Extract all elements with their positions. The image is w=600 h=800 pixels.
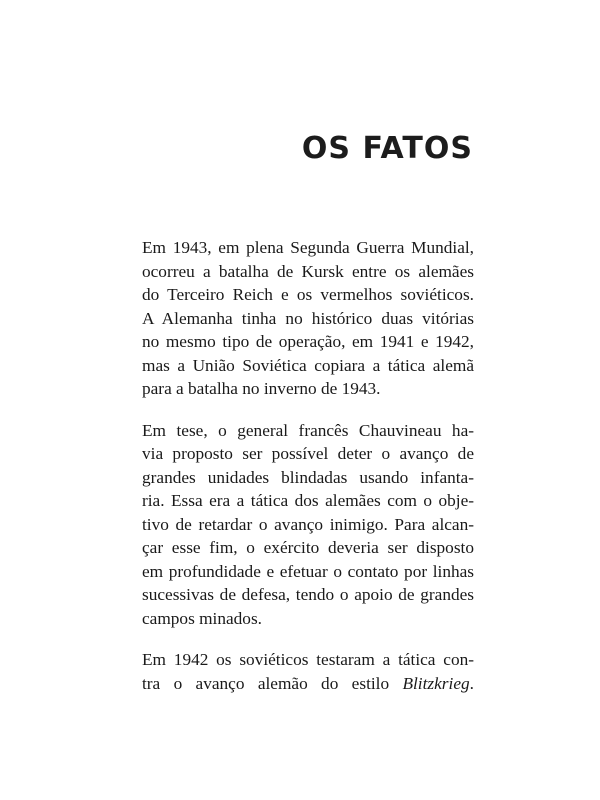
text-line: do Terceiro Reich e os vermelhos soviéticos. (142, 285, 474, 304)
text-line: campos minados. (142, 608, 262, 628)
text-line: grandes unidades blindadas usando infanta- (142, 467, 474, 487)
text-line: via proposto ser possível deter o avanço de (142, 444, 474, 463)
text-line: para a batalha no inverno de 1943. (142, 379, 381, 398)
text-line: Em tese, o general francês Chauvineau ha- (142, 420, 474, 440)
chapter-title: OS FATOS (301, 131, 473, 166)
text-segment: tra o avanço alemão do estilo (142, 673, 390, 693)
emphasized-term: Blitzkrieg (402, 673, 470, 693)
paragraph-3 (142, 648, 474, 695)
trailing-punctuation: . (469, 673, 474, 693)
text-line: ria. Essa era a tática dos alemães com o obje- (142, 491, 474, 510)
paragraph-1 (142, 236, 474, 401)
body-text (142, 236, 474, 713)
text-line: A Alemanha tinha no histórico duas vitórias (142, 308, 474, 328)
text-line: ocorreu a batalha de Kursk entre os alemães (142, 261, 474, 281)
text-line: mas a União Soviética copiara a tática alemã (142, 355, 474, 375)
text-line: Em 1942 os soviéticos testaram a tática con- (142, 650, 474, 669)
text-line: tivo de retardar o avanço inimigo. Para alcan- (142, 514, 474, 534)
paragraph-2 (142, 419, 474, 631)
text-line-with-emphasis (142, 672, 474, 696)
text-line: no mesmo tipo de operação, em 1941 e 1942, (142, 332, 474, 351)
text-line: çar esse fim, o exército deveria ser disposto (142, 538, 474, 557)
text-line: em profundidade e efetuar o contato por linhas (142, 561, 474, 581)
text-line: sucessivas de defesa, tendo o apoio de grandes (142, 585, 474, 604)
text-line: Em 1943, em plena Segunda Guerra Mundial, (142, 238, 474, 257)
